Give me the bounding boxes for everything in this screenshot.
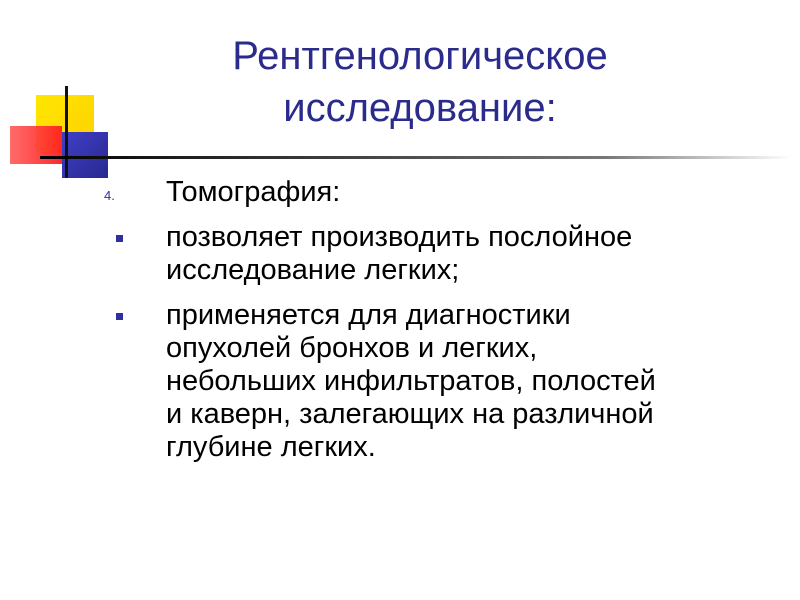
square-bullet-icon [100, 299, 150, 331]
text-line: и каверн, залегающих на различной [166, 398, 654, 430]
text-line: применяется для диагностики [166, 299, 571, 331]
list-item-text [166, 176, 790, 209]
list-item-text [166, 299, 790, 464]
vertical-rule [65, 86, 68, 178]
list-item-tomography [100, 176, 790, 209]
list-item-text [166, 221, 790, 287]
text-line: опухолей бронхов и легких, [166, 332, 538, 364]
list-item-diagnostics [100, 299, 790, 464]
title-line-1: Рентгенологическое [232, 34, 608, 78]
text-line: небольших инфильтратов, полостей [166, 365, 656, 397]
text-line: позволяет производить послойное [166, 221, 633, 253]
square-bullet-icon [100, 221, 150, 253]
bullet-list [100, 176, 790, 476]
list-number: 4. [104, 188, 115, 203]
blue-square [62, 132, 108, 178]
slide-title [160, 30, 680, 134]
title-line-2: исследование: [283, 86, 557, 130]
text-line: глубине легких. [166, 431, 376, 463]
list-item-layered [100, 221, 790, 287]
text-line: Томография: [166, 176, 341, 208]
horizontal-rule [40, 156, 792, 159]
text-line: исследование легких; [166, 254, 460, 286]
